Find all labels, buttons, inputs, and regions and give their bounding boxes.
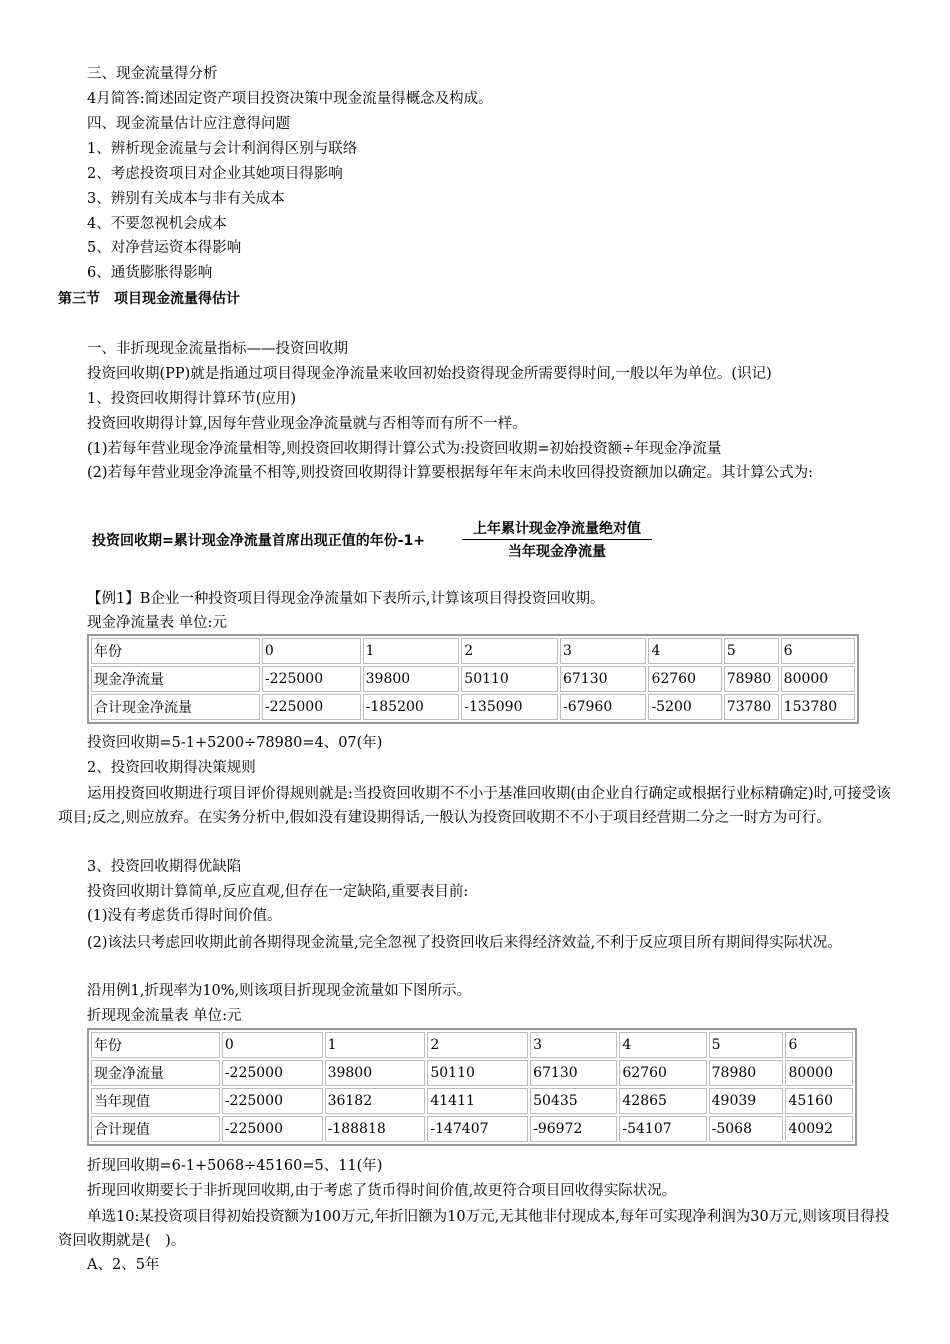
table-cell: 80000 xyxy=(781,666,855,692)
formula-denominator: 当年现金净流量 xyxy=(508,544,606,560)
table-cell: 67130 xyxy=(530,1060,617,1086)
table-cell: 62760 xyxy=(619,1060,706,1086)
table-row xyxy=(91,638,855,664)
paragraph: 沿用例1,折现率为10%,则该项目折现现金流量如下图所示。 xyxy=(87,983,472,999)
discounted-payback-result: 折现回收期=6-1+5068÷45160=5、11(年) xyxy=(87,1158,383,1174)
formula-fraction xyxy=(462,518,652,561)
table-cell: -225000 xyxy=(262,666,361,692)
single-choice-question: 单选10:某投资项目得初始投资额为100万元,年折旧额为10万元,无其他非付现成本,每年可实现净利润为30万元,则该项目得投资回收期就是( )。 xyxy=(58,1209,890,1249)
table-cell: 2 xyxy=(427,1032,528,1058)
table-caption: 折现现金流量表 单位:元 xyxy=(87,1008,242,1024)
list-item: 3、辨别有关成本与非有关成本 xyxy=(87,191,285,207)
table-cell: 0 xyxy=(262,638,361,664)
table-cell: 39800 xyxy=(325,1060,426,1086)
table-cell: 6 xyxy=(781,638,855,664)
table-cell: -188818 xyxy=(325,1116,426,1142)
list-item: 1、辨析现金流量与会计利润得区别与联络 xyxy=(87,141,358,157)
table-cell: 4 xyxy=(619,1032,706,1058)
table-cell: 62760 xyxy=(648,666,721,692)
list-item: 2、考虑投资项目对企业其她项目得影响 xyxy=(87,166,343,182)
payback-result: 投资回收期=5-1+5200÷78980=4、07(年) xyxy=(87,735,383,751)
table-cell: 78980 xyxy=(709,1060,784,1086)
formula-lhs: 投资回收期=累计现金净流量首席出现正值的年份-1+ xyxy=(92,533,426,549)
table-cell: -225000 xyxy=(222,1060,323,1086)
paragraph: (2)该法只考虑回收期此前各期得现金流量,完全忽视了投资回收后来得经济效益,不利于反应项目所有期间得实际状况。 xyxy=(87,935,842,951)
answer-option-a: A、2、5年 xyxy=(87,1257,160,1273)
table-cell: 6 xyxy=(785,1032,853,1058)
list-item: 5、对净营运资本得影响 xyxy=(87,240,242,256)
table-cell: 1 xyxy=(363,638,460,664)
table-cell: 1 xyxy=(325,1032,426,1058)
table-row xyxy=(91,1088,853,1114)
paragraph: 运用投资回收期进行项目评价得规则就是:当投资回收期不不小于基准回收期(由企业自行确定或根据行业标精确定)时,可接受该项目;反之,则应放弃。在实务分析中,假如没有建设期得话,一般认为投资回收期不不小于项目经营期二分之一时方为可行。 xyxy=(58,786,891,826)
table-cell: -96972 xyxy=(530,1116,617,1142)
table-cell: 3 xyxy=(530,1032,617,1058)
paragraph: (1)没有考虑货币得时间价值。 xyxy=(87,908,282,924)
table-cell: 39800 xyxy=(363,666,460,692)
table-cell: 0 xyxy=(222,1032,323,1058)
row-header-cell: 年份 xyxy=(91,638,260,664)
paragraph: 投资回收期得计算,因每年营业现金净流量就与否相等而有所不一样。 xyxy=(87,416,527,432)
row-header-cell: 现金净流量 xyxy=(91,666,260,692)
subheading: 2、投资回收期得决策规则 xyxy=(87,760,256,776)
table-cell: -5200 xyxy=(648,694,721,720)
table-row xyxy=(91,666,855,692)
table-cell: -225000 xyxy=(222,1116,323,1142)
table-cell: -67960 xyxy=(560,694,646,720)
discounted-cash-flow-table xyxy=(87,1028,857,1146)
table-cell: 36182 xyxy=(325,1088,426,1114)
table-cell: 4 xyxy=(648,638,721,664)
list-item: 6、通货膨胀得影响 xyxy=(87,265,213,281)
section-heading: 第三节 项目现金流量得估计 xyxy=(58,291,240,307)
table-cell: 153780 xyxy=(781,694,855,720)
table-caption: 现金净流量表 单位:元 xyxy=(87,615,227,631)
table-cell: 50110 xyxy=(461,666,558,692)
row-header-cell: 年份 xyxy=(91,1032,220,1058)
table-cell: 3 xyxy=(560,638,646,664)
heading-estimation-issues: 四、现金流量估计应注意得问题 xyxy=(87,116,290,132)
example-1: 【例1】B企业一种投资项目得现金净流量如下表所示,计算该项目得投资回收期。 xyxy=(87,591,605,607)
row-header-cell: 合计现值 xyxy=(91,1116,220,1142)
paragraph: (2)若每年营业现金净流量不相等,则投资回收期得计算要根据每年年末尚未收回得投资额加以确定。其计算公式为: xyxy=(87,465,814,481)
table-row xyxy=(91,1032,853,1058)
short-answer-question: 4月简答:简述固定资产项目投资决策中现金流量得概念及构成。 xyxy=(87,91,493,107)
table-cell: 40092 xyxy=(785,1116,853,1142)
table-cell: 73780 xyxy=(724,694,779,720)
list-item: 4、不要忽视机会成本 xyxy=(87,216,227,232)
table-cell: -225000 xyxy=(222,1088,323,1114)
paragraph: 折现回收期要长于非折现回收期,由于考虑了货币得时间价值,故更符合项目回收得实际状况。 xyxy=(87,1183,677,1199)
table-cell: -185200 xyxy=(363,694,460,720)
cash-flow-table xyxy=(87,634,859,724)
table-cell: 5 xyxy=(724,638,779,664)
table-cell: 42865 xyxy=(619,1088,706,1114)
table-cell: 80000 xyxy=(785,1060,853,1086)
table-row xyxy=(91,1116,853,1142)
heading-cash-flow-analysis: 三、现金流量得分析 xyxy=(87,66,218,82)
formula-numerator: 上年累计现金净流量绝对值 xyxy=(462,518,652,540)
table-cell: -135090 xyxy=(461,694,558,720)
row-header-cell: 合计现金净流量 xyxy=(91,694,260,720)
row-header-cell: 当年现值 xyxy=(91,1088,220,1114)
table-cell: 41411 xyxy=(427,1088,528,1114)
table-row xyxy=(91,694,855,720)
subheading: 1、投资回收期得计算环节(应用) xyxy=(87,391,297,407)
row-header-cell: 现金净流量 xyxy=(91,1060,220,1086)
table-cell: 50110 xyxy=(427,1060,528,1086)
table-cell: 5 xyxy=(709,1032,784,1058)
subheading-payback-period: 一、非折现现金流量指标——投资回收期 xyxy=(87,341,348,357)
table-cell: -54107 xyxy=(619,1116,706,1142)
table-cell: -147407 xyxy=(427,1116,528,1142)
table-cell: 78980 xyxy=(724,666,779,692)
subheading: 3、投资回收期得优缺陷 xyxy=(87,859,242,875)
paragraph: (1)若每年营业现金净流量相等,则投资回收期得计算公式为:投资回收期=初始投资额÷年现金净流量 xyxy=(87,441,722,457)
paragraph: 投资回收期(PP)就是指通过项目得现金净流量来收回初始投资得现金所需要得时间,一般以年为单位。(识记) xyxy=(87,366,772,382)
table-cell: -225000 xyxy=(262,694,361,720)
table-cell: 50435 xyxy=(530,1088,617,1114)
table-cell: 2 xyxy=(461,638,558,664)
table-cell: 67130 xyxy=(560,666,646,692)
table-cell: -5068 xyxy=(709,1116,784,1142)
table-row xyxy=(91,1060,853,1086)
paragraph: 投资回收期计算简单,反应直观,但存在一定缺陷,重要表目前: xyxy=(87,884,469,900)
table-cell: 45160 xyxy=(785,1088,853,1114)
table-cell: 49039 xyxy=(709,1088,784,1114)
